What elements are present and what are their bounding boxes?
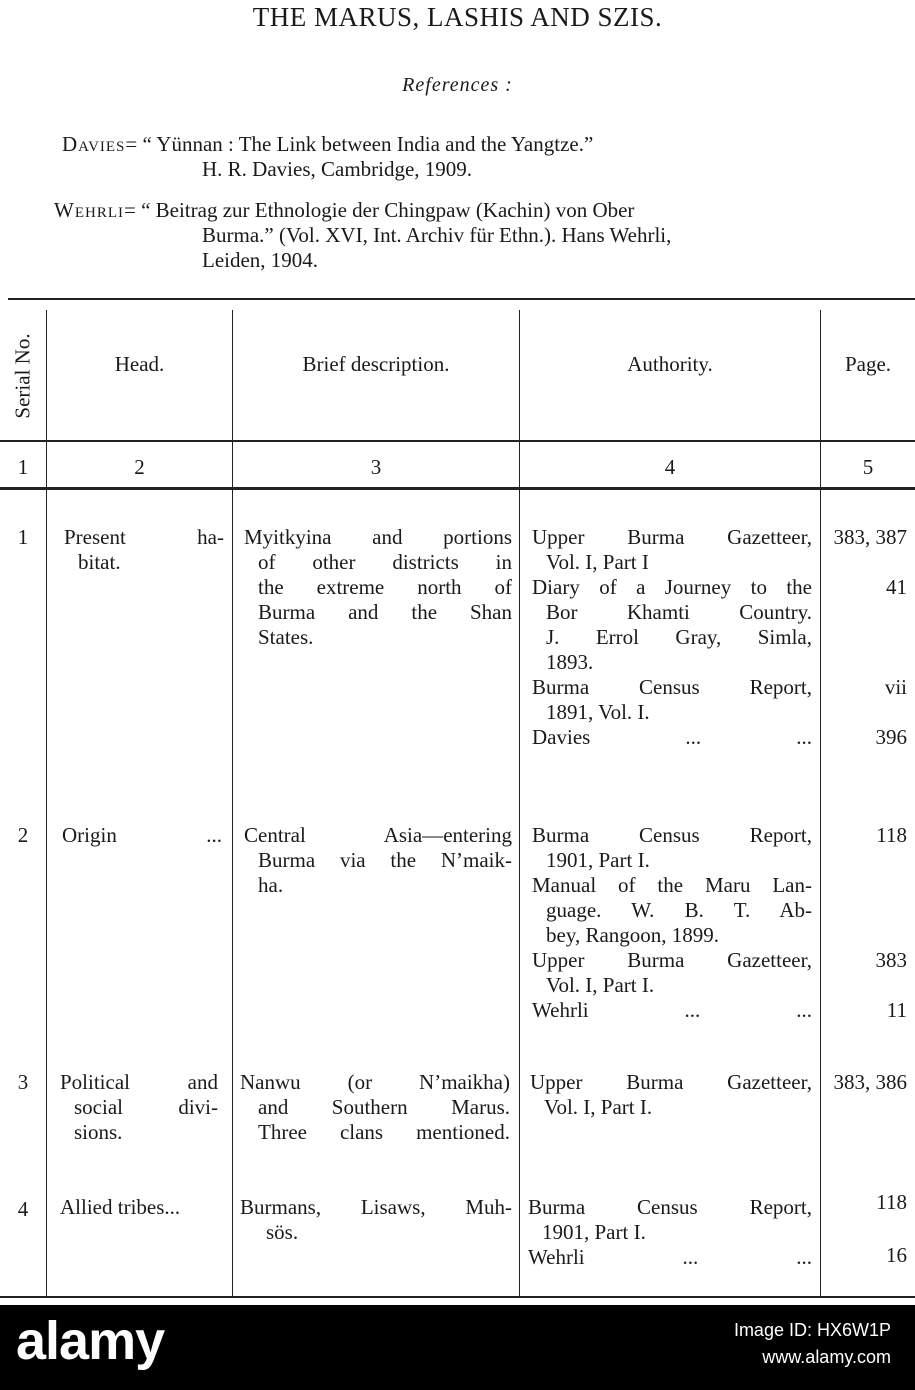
row-serial: 1 <box>17 525 29 549</box>
row-page: 41 <box>886 575 907 599</box>
table-top-rule <box>8 298 915 300</box>
reference-key: Davies <box>62 132 126 156</box>
row-serial: 3 <box>17 1070 29 1094</box>
column-number: 3 <box>370 455 382 479</box>
row-page: 118 <box>876 823 907 847</box>
row-serial: 2 <box>17 823 29 847</box>
row-description: Nanwu (or N’maikha) and Southern Marus. Three clans mentioned. <box>240 1070 510 1144</box>
references-heading: References : <box>402 74 513 96</box>
row-page: 11 <box>886 998 907 1022</box>
row-page: vii <box>884 675 907 699</box>
column-number: 1 <box>17 455 29 479</box>
row-page: 383 <box>875 948 907 972</box>
column-number: 5 <box>862 455 874 479</box>
header-authority: Authority. <box>627 352 713 376</box>
reference-wehrli-line1 <box>54 198 634 223</box>
row-page: 16 <box>886 1243 907 1267</box>
column-number: 4 <box>664 455 676 479</box>
reference-text: = “ Yünnan : The Link between India and the Yangtze.” <box>125 132 594 156</box>
row-authority: Upper Burma Gazetteer, Vol. I, Part I Diary of a Journey to the Bor Khamti Country. J. Errol Gray, Simla, 1893. Burma Census Report, 1891, Vol. I. Davies ... ... <box>532 525 812 749</box>
row-description: Myitkyina and portions of other districts in the extreme north of Burma and the Shan States. <box>244 525 512 649</box>
reference-key: Wehrli <box>54 198 124 222</box>
reference-wehrli-line3: Leiden, 1904. <box>202 248 319 272</box>
row-page: 396 <box>875 725 907 749</box>
header-rule <box>0 440 915 442</box>
reference-wehrli-line2: Burma.” (Vol. XVI, Int. Archiv für Ethn.). Hans Wehrli, <box>202 223 672 247</box>
row-description: Central Asia—entering Burma via the N’maik- ha. <box>244 823 512 897</box>
row-head: Allied tribes... <box>60 1195 181 1219</box>
row-head: Origin ... <box>62 823 222 847</box>
row-head: Political and social divi- sions. <box>60 1070 218 1144</box>
alamy-logo: alamy <box>16 1311 165 1371</box>
row-authority: Upper Burma Gazetteer, Vol. I, Part I. <box>530 1070 812 1119</box>
row-head: Present ha- bitat. <box>64 525 224 574</box>
reference-davies-line2: H. R. Davies, Cambridge, 1909. <box>202 157 473 181</box>
header-serial-no: Serial No. <box>10 333 35 419</box>
header-brief-description: Brief description. <box>302 352 450 376</box>
watermark-url: www.alamy.com <box>762 1347 891 1367</box>
column-number-rule <box>0 487 915 490</box>
page-title: THE MARUS, LASHIS AND SZIS. <box>252 2 663 32</box>
row-page: 383, 386 <box>833 1070 907 1094</box>
row-authority: Burma Census Report, 1901, Part I. Wehrli ... ... <box>528 1195 812 1269</box>
table-bottom-rule <box>0 1296 915 1298</box>
reference-davies-line1 <box>62 132 593 157</box>
row-authority: Burma Census Report, 1901, Part I. Manual of the Maru Lan- guage. W. B. T. Ab- bey, Rangoon, 1899. Upper Burma Gazetteer, Vol. I, Part I. Wehrli ... ... <box>532 823 812 1022</box>
image-id-label: Image ID: HX6W1P <box>733 1320 891 1340</box>
row-page: 383, 387 <box>833 525 907 549</box>
header-page: Page. <box>844 352 892 376</box>
row-description: Burmans, Lisaws, Muh- sös. <box>240 1195 512 1244</box>
row-page: 118 <box>876 1190 907 1214</box>
header-head: Head. <box>114 352 165 376</box>
reference-text: = “ Beitrag zur Ethnologie der Chingpaw (Kachin) von Ober <box>123 198 635 222</box>
column-number: 2 <box>134 455 145 479</box>
row-serial: 4 <box>17 1197 29 1221</box>
